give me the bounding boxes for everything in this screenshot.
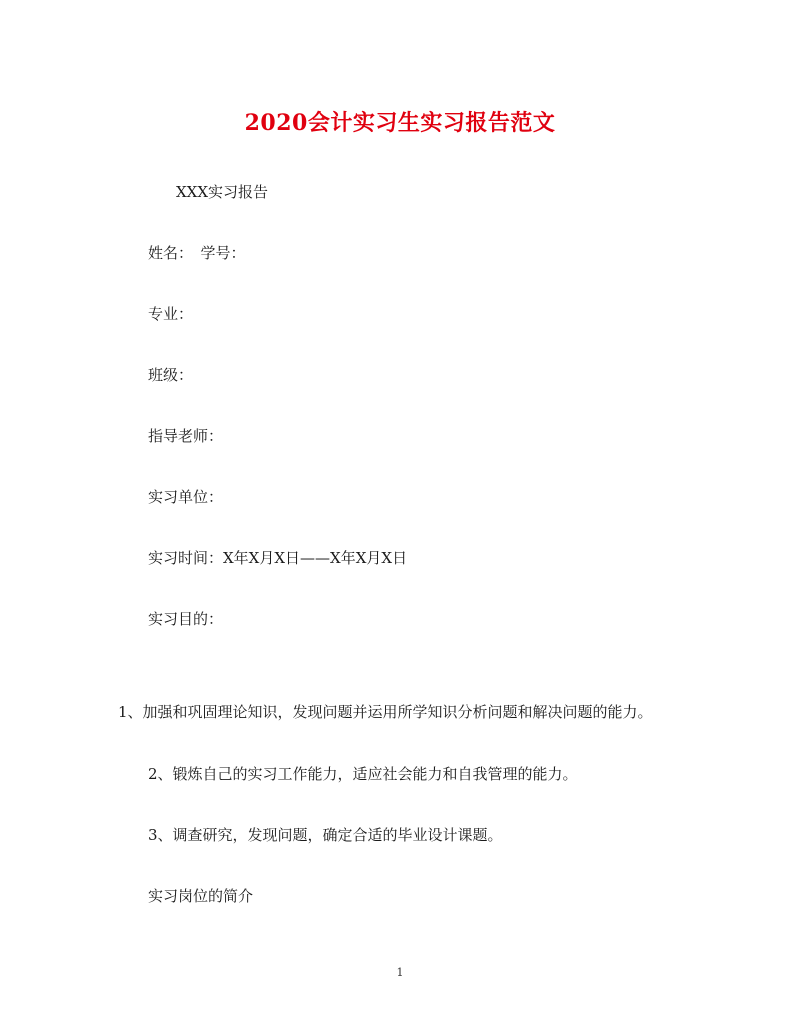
field-class: 班级： xyxy=(148,366,194,384)
section-heading: 实习岗位的简介 xyxy=(148,887,254,905)
purpose-item-2: 2、锻炼自己的实习工作能力，适应社会能力和自我管理的能力。 xyxy=(148,765,578,783)
field-advisor: 指导老师： xyxy=(148,427,224,445)
field-major: 专业： xyxy=(148,305,194,323)
field-purpose: 实习目的： xyxy=(148,610,224,628)
field-company: 实习单位： xyxy=(148,488,224,506)
field-name-id: 姓名： 学号： xyxy=(148,244,246,262)
field-period: 实习时间：X年X月X日——X年X月X日 xyxy=(148,549,408,567)
purpose-item-3: 3、调查研究，发现问题，确定合适的毕业设计课题。 xyxy=(148,826,503,844)
purpose-item-1: 1、加强和巩固理论知识，发现问题并运用所学知识分析问题和解决问题的能力。 xyxy=(118,703,653,721)
report-heading: XXX实习报告 xyxy=(176,183,269,201)
page-number: 1 xyxy=(396,966,404,979)
document-title: 2020会计实习生实习报告范文 xyxy=(244,110,556,136)
